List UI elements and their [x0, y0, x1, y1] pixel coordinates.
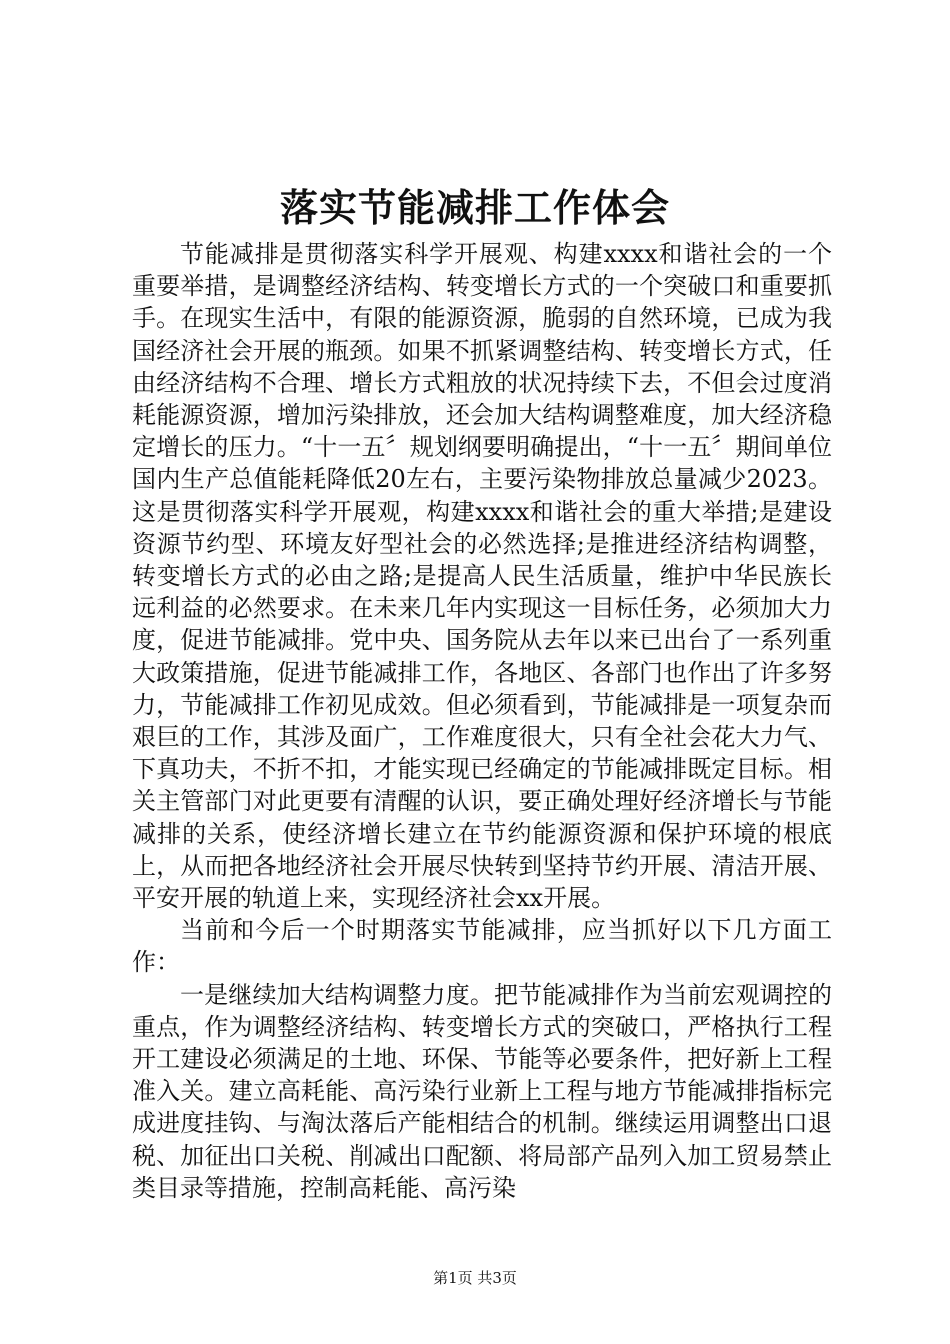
paragraph-1: 节能减排是贯彻落实科学开展观、构建xxxx和谐社会的一个重要举措，是调整经济结构、转变增长方式的一个突破口和重要抓手。在现实生活中，有限的能源资源，脆弱的自然环境，已成为我国经济社会开展的瓶颈。如果不抓紧调整结构、转变增长方式，任由经济结构不合理、增长方式粗放的状况持续下去，不但会过度消耗能源资源，增加污染排放，还会加大结构调整难度，加大经济稳定增长的压力。“十一五〞规划纲要明确提出，“十一五〞期间单位国内生产总值能耗降低20左右，主要污染物排放总量减少2023。这是贯彻落实科学开展观，构建xxxx和谐社会的重大举措;是建设资源节约型、环境友好型社会的必然选择;是推进经济结构调整，转变增长方式的必由之路;是提高人民生活质量，维护中华民族长远利益的必然要求。在未来几年内实现这一目标任务，必须加大力度，促进节能减排。党中央、国务院从去年以来已出台了一系列重大政策措施，促进节能减排工作，各地区、各部门也作出了许多努力，节能减排工作初见成效。但必须看到，节能减排是一项复杂而艰巨的工作，其涉及面广，工作难度很大，只有全社会花大力气、下真功夫，不折不扣，才能实现已经确定的节能减排既定目标。相关主管部门对此更要有清醒的认识，要正确处理好经济增长与节能减排的关系，使经济增长建立在节约能源资源和保护环境的根底上，从而把各地经济社会开展尽快转到坚持节约开展、清洁开展、平安开展的轨道上来，实现经济社会xx开展。: [132, 240, 832, 913]
paragraph-3: 一是继续加大结构调整力度。把节能减排作为当前宏观调控的重点，作为调整经济结构、转变增长方式的突破口，严格执行工程开工建设必须满足的土地、环保、节能等必要条件，把好新上工程准入关。建立高耗能、高污染行业新上工程与地方节能减排指标完成进度挂钩、与淘汰落后产能相结合的机制。继续运用调整出口退税、加征出口关税、削减出口配额、将局部产品列入加工贸易禁止类目录等措施，控制高耗能、高污染: [132, 980, 832, 1202]
document-body: [132, 238, 832, 1204]
document-title: 落实节能减排工作体会: [279, 185, 670, 230]
paragraph-2: 当前和今后一个时期落实节能减排，应当抓好以下几方面工作：: [132, 916, 832, 977]
page-number-footer: 第1页 共3页: [433, 1269, 517, 1287]
